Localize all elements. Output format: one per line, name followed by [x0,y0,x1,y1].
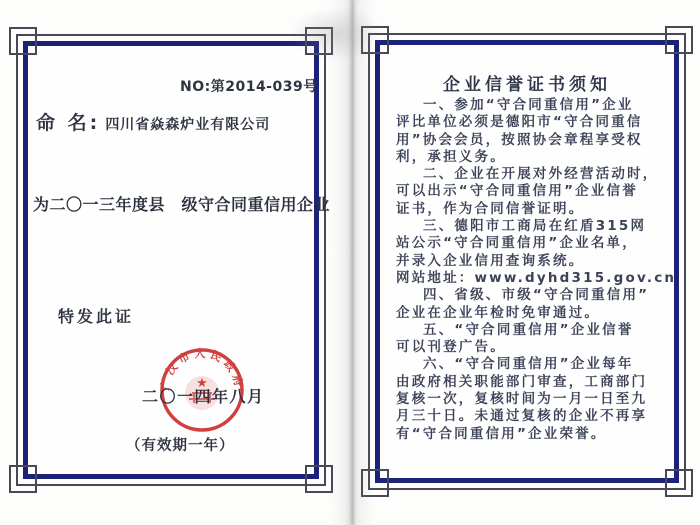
frame-corner-ornament [9,27,37,55]
frame-corner-ornament [305,27,333,55]
frame-corner-ornament [665,469,693,497]
notice-line: 并录入企业信用查询系统。 [396,252,585,269]
fold-crease-line [351,0,354,525]
notice-line: 证书，作为合同信誉证明。 [396,200,585,217]
serial-number: NO:第2014-039号 [180,79,318,95]
frame-corner-ornament [665,26,693,54]
frame-corner-ornament [361,469,389,497]
frame-corner-ornament [361,26,389,54]
notice-line: 用”协会会员，按照协会章程享受权 [396,131,643,148]
notice-body [396,97,677,443]
notice-line: 网站地址：www.dyhd315.gov.cn [396,269,677,286]
notice-line: 由政府相关职能部门审查，工商部门 [396,373,648,390]
issue-statement: 特发此证 [58,307,135,326]
frame-corner-ornament [9,465,37,493]
notice-line: 企业在企业年检时免审通过。 [396,304,601,321]
name-label: 命 名: [36,112,101,134]
validity-period: （有效期一年） [126,438,235,454]
notice-line: 可以刊登广告。 [396,339,506,356]
notice-line: 站公示“守合同重信用”企业名单， [396,235,638,252]
frame-corner-ornament [305,465,333,493]
notice-line: 复核一次，复核时间为一月一日至九 [396,391,648,408]
notice-line: 利，承担义务。 [396,148,506,165]
seal-arc-text: 广汉市人民政府 [158,347,246,392]
notice-line: 有“守合同重信用”企业荣誉。 [396,425,607,442]
notice-line: 评比单位必须是德阳市“守合同重信 [396,114,643,131]
notice-line: 二、企业在开展对外经营活动时， [423,166,659,183]
national-emblem-star-icon: ★ [196,376,208,391]
company-name-row [36,108,270,135]
certificate-left-page [16,34,331,486]
notice-line: 可以出示“守合同重信用”企业信誉 [396,183,638,200]
company-name: 四川省焱森炉业有限公司 [105,117,271,133]
notice-line: 月三十日。未通过复核的企业不再享 [396,408,648,425]
notice-line: 三、德阳市工商局在红盾315网 [423,218,647,235]
notice-line: 六、“守合同重信用”企业每年 [423,356,634,373]
issue-date: 二〇一四年八月 [142,387,265,406]
award-title-line: 为二〇一三年度县 级守合同重信用企业 [33,195,331,214]
notice-line: 四、省级、市级“守合同重信用” [423,287,650,304]
certificate-right-page [368,33,686,490]
notice-title: 企业信誉证书须知 [443,75,611,95]
notice-line: 一、参加“守合同重信用”企业 [423,97,634,113]
notice-line: 五、“守合同重信用”企业信誉 [423,321,634,338]
